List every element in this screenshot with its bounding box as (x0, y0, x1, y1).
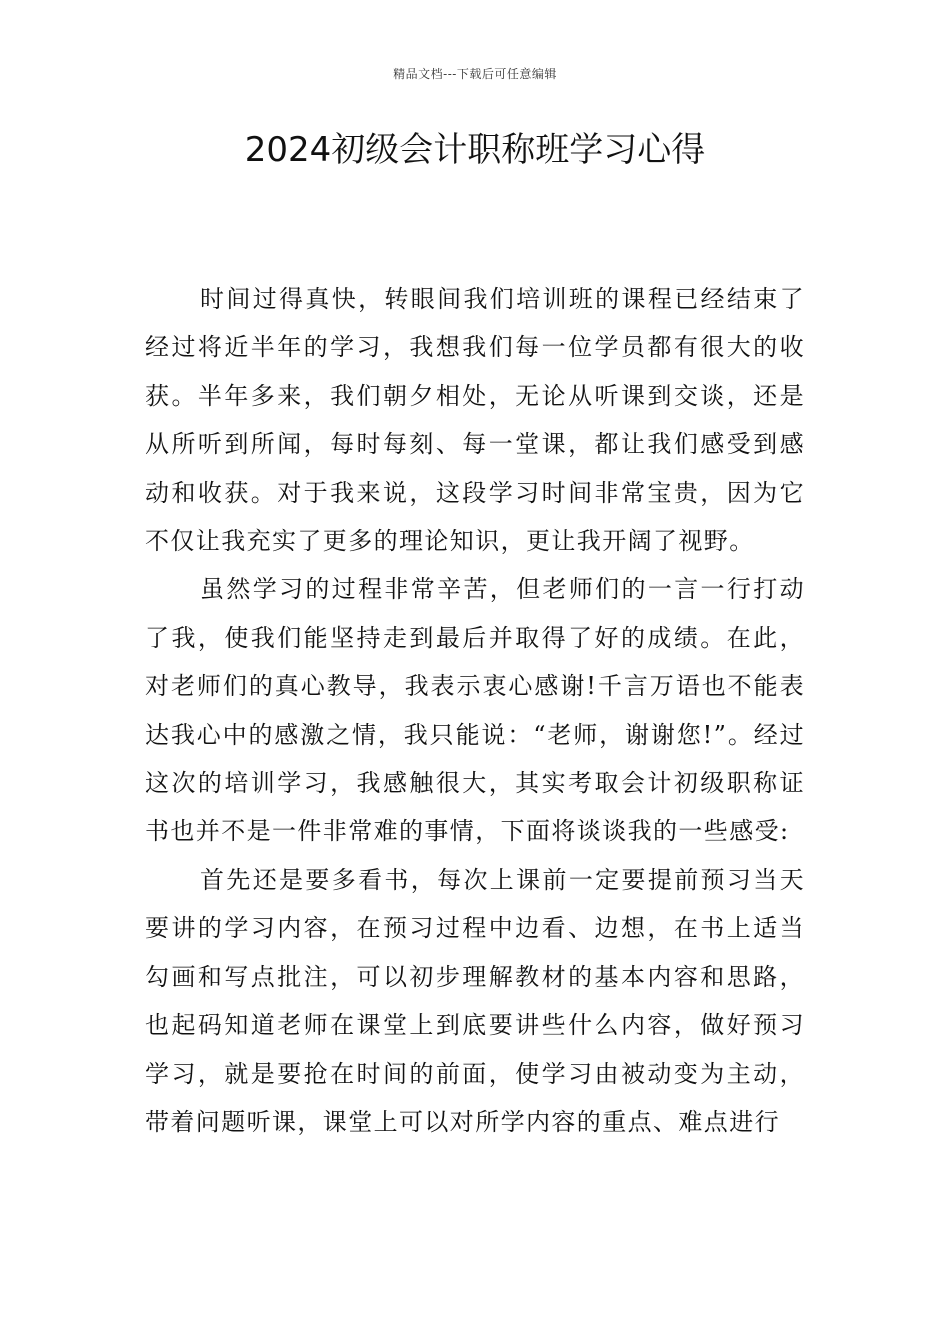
document-title: 2024初级会计职称班学习心得 (244, 130, 706, 170)
page-header: 精品文档---下载后可任意编辑 (393, 67, 557, 81)
paragraph-3: 首先还是要多看书，每次上课前一定要提前预习当天要讲的学习内容，在预习过程中边看、边想，在书上适当勾画和写点批注，可以初步理解教材的基本内容和思路，也起码知道老师在课堂上到底要讲些什么内容，做好预习学习，就是要抢在时间的前面，使学习由被动变为主动，带着问题听课，课堂上可以对所学内容的重点、难点进行 (145, 865, 805, 1136)
paragraph-1: 时间过得真快，转眼间我们培训班的课程已经结束了经过将近半年的学习，我想我们每一位学员都有很大的收获。半年多来，我们朝夕相处，无论从听课到交谈，还是从所听到所闻，每时每刻、每一堂课，都让我们感受到感动和收获。对于我来说，这段学习时间非常宝贵，因为它不仅让我充实了更多的理论知识，更让我开阔了视野。 (145, 285, 805, 556)
document-body (145, 275, 805, 1146)
paragraph-2: 虽然学习的过程非常辛苦，但老师们的一言一行打动了我，使我们能坚持走到最后并取得了好的成绩。在此，对老师们的真心教导，我表示衷心感谢!千言万语也不能表达我心中的感激之情，我只能说：“老师，谢谢您!”。经过这次的培训学习，我感触很大，其实考取会计初级职称证书也并不是一件非常难的事情，下面将谈谈我的一些感受: (145, 575, 805, 846)
